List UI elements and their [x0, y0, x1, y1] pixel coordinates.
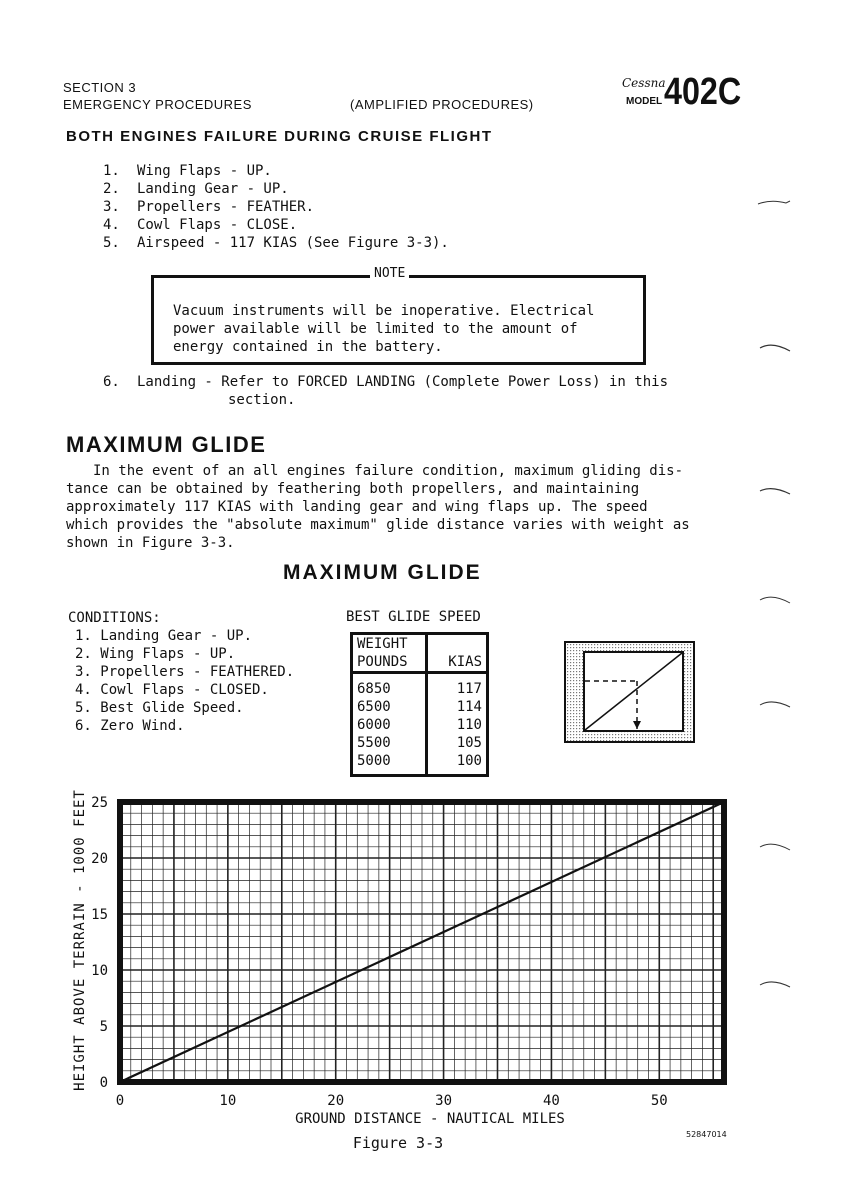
revision-mark: [760, 597, 790, 603]
chapter-label: EMERGENCY PROCEDURES: [63, 97, 252, 112]
revision-marks: [756, 195, 806, 995]
figure-title: MAXIMUM GLIDE: [283, 561, 482, 584]
x-tick-label: 0: [115, 1093, 125, 1109]
revision-mark: [758, 201, 790, 204]
list-item: 5. Best Glide Speed.: [75, 700, 244, 716]
x-axis-label: GROUND DISTANCE - NAUTICAL MILES: [295, 1111, 565, 1127]
list-item: 3. Propellers - FEATHER.: [103, 199, 315, 215]
subtitle-label: (AMPLIFIED PROCEDURES): [350, 97, 534, 112]
revision-mark: [760, 844, 790, 850]
list-item: 6. Zero Wind.: [75, 718, 185, 734]
y-tick-label: 20: [91, 851, 108, 867]
y-tick-label: 0: [99, 1075, 108, 1091]
list-item: 5. Airspeed - 117 KIAS (See Figure 3-3).: [103, 235, 449, 251]
conditions-block: [68, 609, 294, 735]
y-tick-label: 5: [99, 1019, 108, 1035]
list-item: 4. Cowl Flaps - CLOSED.: [75, 682, 269, 698]
table-header-kias: KIAS: [427, 634, 488, 673]
list-item: 3. Propellers - FEATHERED.: [75, 664, 295, 680]
list-item: 1. Wing Flaps - UP.: [103, 163, 272, 179]
revision-mark: [760, 982, 790, 987]
best-glide-label: BEST GLIDE SPEED: [346, 609, 481, 625]
x-tick-label: 30: [435, 1093, 453, 1109]
revision-mark: [760, 702, 790, 707]
glide-chart: [86, 792, 736, 1112]
table-row: 5000 100: [352, 752, 488, 776]
x-tick-label: 50: [650, 1093, 668, 1109]
table-header-weight: WEIGHT POUNDS: [357, 636, 408, 670]
note-text: Vacuum instruments will be inoperative. Electrical power available will be limited to the amount of energy contained in the battery.: [173, 303, 595, 355]
list-item: 4. Cowl Flaps - CLOSE.: [103, 217, 298, 233]
model-number: 402C: [664, 71, 742, 113]
model-prefix: MODEL: [626, 96, 663, 107]
section-heading: MAXIMUM GLIDE: [66, 432, 267, 457]
figure-caption: Figure 3-3: [352, 1134, 444, 1152]
y-tick-label: 25: [91, 795, 108, 811]
doc-number: 52847014: [686, 1130, 727, 1139]
list-item: 1. Landing Gear - UP.: [75, 628, 253, 644]
revision-mark: [760, 345, 790, 351]
section-heading: BOTH ENGINES FAILURE DURING CRUISE FLIGHT: [66, 128, 493, 145]
conditions-label: CONDITIONS:: [68, 610, 161, 626]
glide-speed-table: [350, 632, 489, 777]
y-tick-label: 15: [91, 907, 108, 923]
list-item: 2. Wing Flaps - UP.: [75, 646, 236, 662]
step-6: 6. Landing - Refer to FORCED LANDING (Complete Power Loss) in this: [103, 374, 669, 390]
table-row: 5500 105: [352, 734, 488, 752]
table-row: 6500 114: [352, 698, 488, 716]
table-row: 6000 110: [352, 716, 488, 734]
revision-mark: [760, 489, 790, 494]
x-tick-label: 40: [542, 1093, 560, 1109]
y-axis-label: HEIGHT ABOVE TERRAIN - 1000 FEET: [72, 789, 88, 1091]
brand-logo: Cessna: [622, 76, 666, 90]
y-tick-label: 10: [91, 963, 108, 979]
example-diagram: [564, 641, 695, 743]
x-tick-label: 10: [219, 1093, 237, 1109]
step-6-continued: section.: [228, 392, 296, 408]
x-tick-label: 20: [327, 1093, 345, 1109]
table-row: 6850 117: [352, 673, 488, 699]
procedure-steps: [103, 162, 449, 252]
section-label: SECTION 3: [63, 80, 137, 95]
note-label: NOTE: [370, 266, 409, 281]
list-item: 2. Landing Gear - UP.: [103, 181, 289, 197]
body-paragraph: In the event of an all engines failure condition, maximum gliding dis- tance can be obtained by feathering both propellers, and maintaining approximately 117 KIAS with landing gear and wing flaps up. The speed which provides the "absolute maximum" glide distance varies with weight as shown in Figure 3-3.: [66, 463, 690, 551]
